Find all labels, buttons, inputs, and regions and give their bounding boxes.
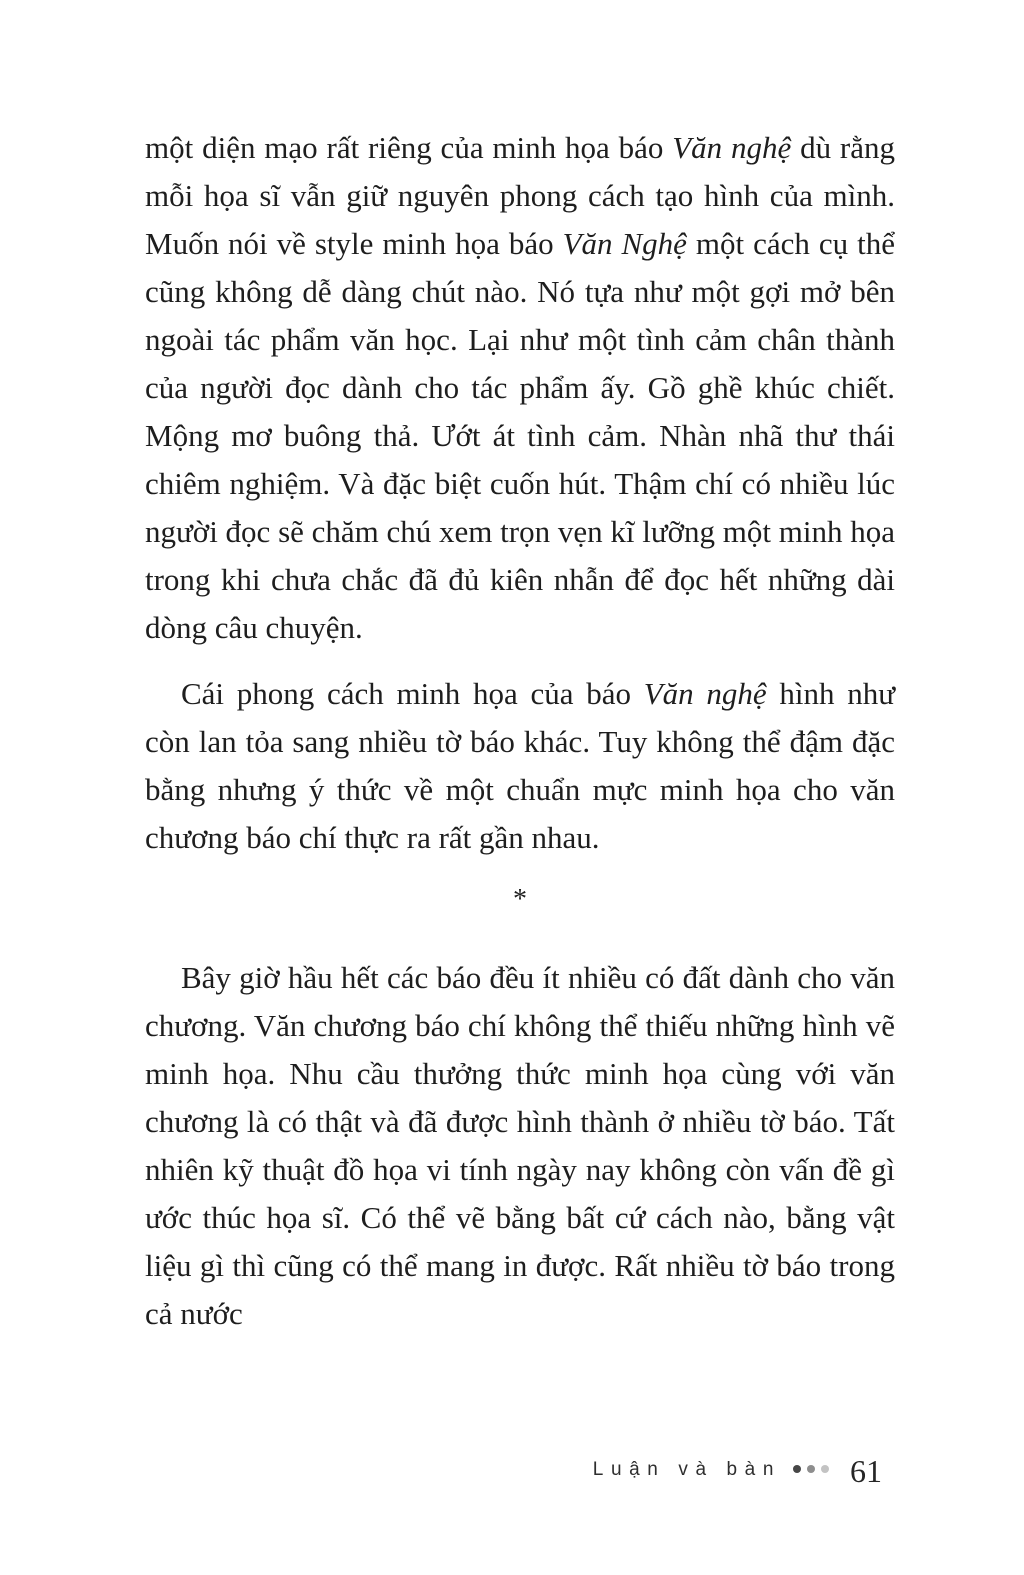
running-head: Luận và bàn	[592, 1459, 781, 1480]
text-segment: một cách cụ thể cũng không dễ dàng chút nào. Nó tựa như một gợi mở bên ngoài tác phẩm văn học. Lại như một tình cảm chân thành của người đọc dành cho tác phẩm ấy. Gồ ghề khúc chiết. Mộng mơ buông thả. Ướt át tình cảm. Nhàn nhã thư thái chiêm nghiệm. Và đặc biệt cuốn hút. Thậm chí có nhiều lúc người đọc sẽ chăm chú xem trọn vẹn kĩ lưỡng một minh họa trong khi chưa chắc đã đủ kiên nhẫn để đọc hết những dài dòng câu chuyện.	[145, 226, 896, 645]
page-body-text	[145, 124, 895, 1338]
ornament-dot-icon	[821, 1465, 829, 1473]
publication-name-italic: Văn nghệ	[643, 676, 767, 711]
ornament-dot-icon	[793, 1465, 801, 1473]
page-footer	[593, 1448, 882, 1490]
section-break-asterisk: *	[513, 884, 527, 915]
paragraph-1	[145, 124, 895, 652]
paragraph-3	[145, 954, 895, 1338]
ornament-dot-icon	[807, 1465, 815, 1473]
publication-name-italic: Văn Nghệ	[562, 226, 687, 261]
text-segment: Cái phong cách minh họa của báo	[181, 676, 644, 711]
text-segment: dù rằng mỗi họa sĩ vẫn giữ nguyên phong cách tạo hình của mình. Muốn nói về style minh họa báo	[145, 130, 895, 261]
dots-ornament-icon	[793, 1465, 829, 1473]
text-segment: hình như còn lan tỏa sang nhiều tờ báo khác. Tuy không thể đậm đặc bằng nhưng ý thức về một chuẩn mực minh họa cho văn chương báo chí thực ra rất gần nhau.	[145, 676, 895, 855]
page-number: 61	[850, 1453, 882, 1489]
publication-name-italic: Văn nghệ	[672, 130, 792, 165]
paragraph-2	[145, 670, 895, 862]
text-segment: Bây giờ hầu hết các báo đều ít nhiều có đất dành cho văn chương. Văn chương báo chí không thể thiếu những hình vẽ minh họa. Nhu cầu thưởng thức minh họa cùng với văn chương là có thật và đã được hình thành ở nhiều tờ báo. Tất nhiên kỹ thuật đồ họa vi tính ngày nay không còn vấn đề gì ước thúc họa sĩ. Có thể vẽ bằng bất cứ cách nào, bằng vật liệu gì thì cũng có thể mang in được. Rất nhiều tờ báo trong cả nước	[145, 960, 895, 1331]
text-segment: một diện mạo rất riêng của minh họa báo	[145, 130, 673, 165]
